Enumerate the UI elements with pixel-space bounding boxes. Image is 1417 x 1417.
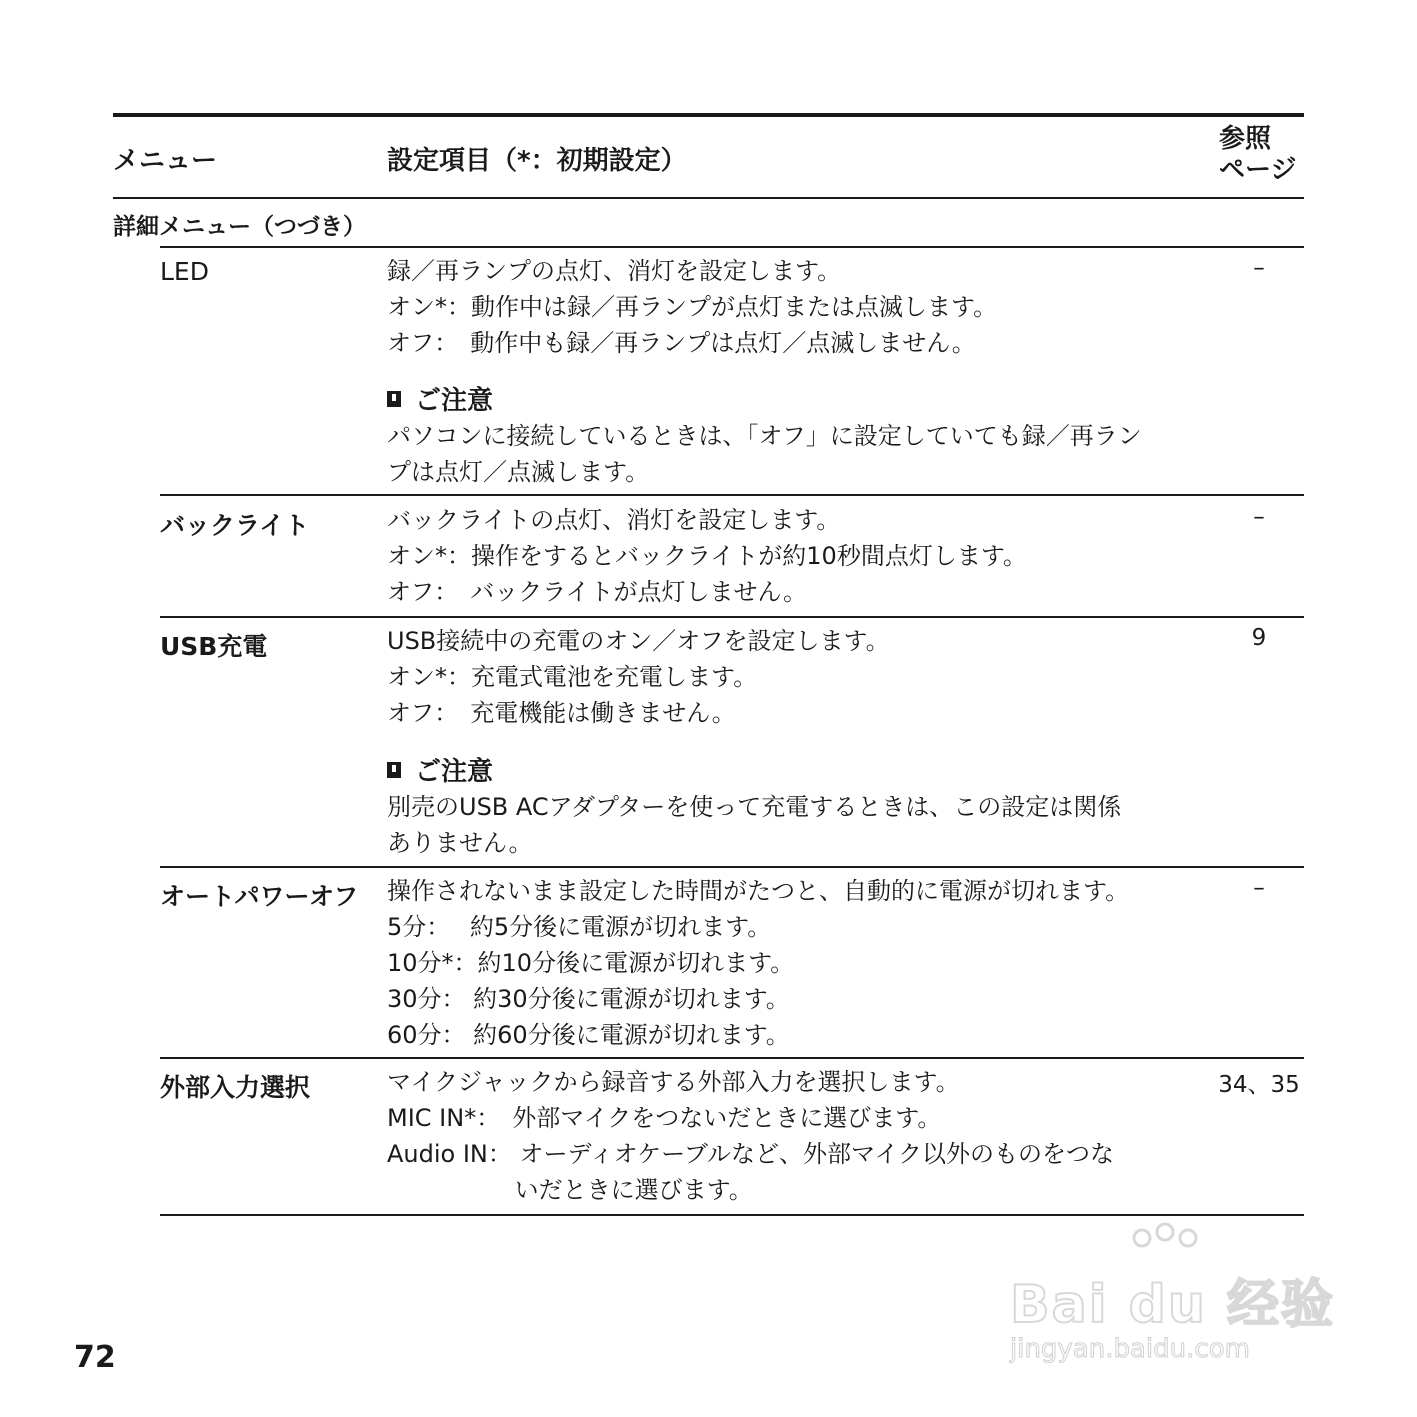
top-rule [113,113,1304,117]
watermark-url: jingyan.baidu.com [1010,1334,1250,1364]
led-caution-text [387,418,1142,490]
menu-usb-charge: USB充電 [160,632,268,661]
header-setting: 設定項目（*：初期設定） [387,146,687,176]
note-line: ありません。 [387,829,533,857]
led-page-ref: – [1253,255,1265,281]
note-line: パソコンに接続しているときは、「オフ」に設定していても録／再ラン [387,422,1142,450]
header-rule [113,197,1304,199]
desc-line: MIC IN*： 外部マイクをつないだときに選びます。 [387,1104,942,1132]
header-ref-line1: 参照 [1219,124,1272,154]
led-description [387,253,997,361]
backlight-description [387,502,1027,610]
menu-led: LED [160,257,209,286]
watermark-logo-text: Bai du 经验 [1010,1275,1335,1335]
usb-caution-title [387,751,493,788]
row-rule [160,1057,1304,1059]
extinput-page-ref: 34、35 [1218,1072,1300,1098]
menu-backlight: バックライト [160,511,310,540]
baidu-watermark [1010,1222,1335,1372]
note-line: 別売のUSB ACアダプターを使って充電するときは、この設定は関係 [387,793,1122,821]
desc-line: USB接続中の充電のオン／オフを設定します。 [387,627,890,655]
note-line: プは点灯／点滅します。 [387,458,650,486]
desc-line: オン*：動作中は録／再ランプが点灯または点滅します。 [387,293,998,321]
header-ref-line2: ページ [1219,155,1297,185]
desc-line: バックライトの点灯、消灯を設定します。 [387,506,841,534]
desc-line: マイクジャックから録音する外部入力を選択します。 [387,1068,960,1096]
led-caution-title [387,380,493,417]
desc-line: 30分： 約30分後に電源が切れます。 [387,985,790,1013]
desc-line: いだときに選びます。 [387,1176,753,1204]
desc-line: 操作されないまま設定した時間がたつと、自動的に電源が切れます。 [387,877,1130,905]
usb-description [387,623,890,731]
caution-label: ご注意 [415,757,494,787]
desc-line: オン*：操作をするとバックライトが約10秒間点灯します。 [387,542,1027,570]
desc-line: 5分： 約5分後に電源が切れます。 [387,913,772,941]
desc-line: Audio IN： オーディオケーブルなど、外部マイク以外のものをつな [387,1140,1114,1168]
desc-line: 60分： 約60分後に電源が切れます。 [387,1021,790,1049]
caution-label: ご注意 [415,386,494,416]
row-rule [160,616,1304,618]
row-rule [160,494,1304,496]
extinput-description [387,1064,1114,1208]
desc-line: オフ： 充電機能は働きません。 [387,699,736,727]
autopower-description [387,873,1129,1053]
desc-line: 録／再ランプの点灯、消灯を設定します。 [387,257,842,285]
section-rule [160,246,1304,248]
usb-page-ref: 9 [1251,625,1267,651]
section-title: 詳細メニュー（つづき） [113,214,366,240]
row-rule [160,866,1304,868]
menu-external-input: 外部入力選択 [160,1073,311,1102]
backlight-page-ref: – [1253,504,1265,530]
usb-caution-text [387,789,1121,861]
header-reference [1219,124,1296,186]
desc-line: 10分*：約10分後に電源が切れます。 [387,949,795,977]
desc-line: オン*：充電式電池を充電します。 [387,663,758,691]
autopower-page-ref: – [1253,875,1265,901]
header-menu: メニュー [113,146,218,176]
caution-icon [387,391,401,407]
desc-line: オフ： バックライトが点灯しません。 [387,578,807,606]
page-number: 72 [74,1340,116,1375]
desc-line: オフ： 動作中も録／再ランプは点灯／点滅しません。 [387,329,976,357]
bottom-rule [160,1214,1304,1216]
caution-icon [387,762,401,778]
menu-auto-power-off: オートパワーオフ [160,882,359,911]
